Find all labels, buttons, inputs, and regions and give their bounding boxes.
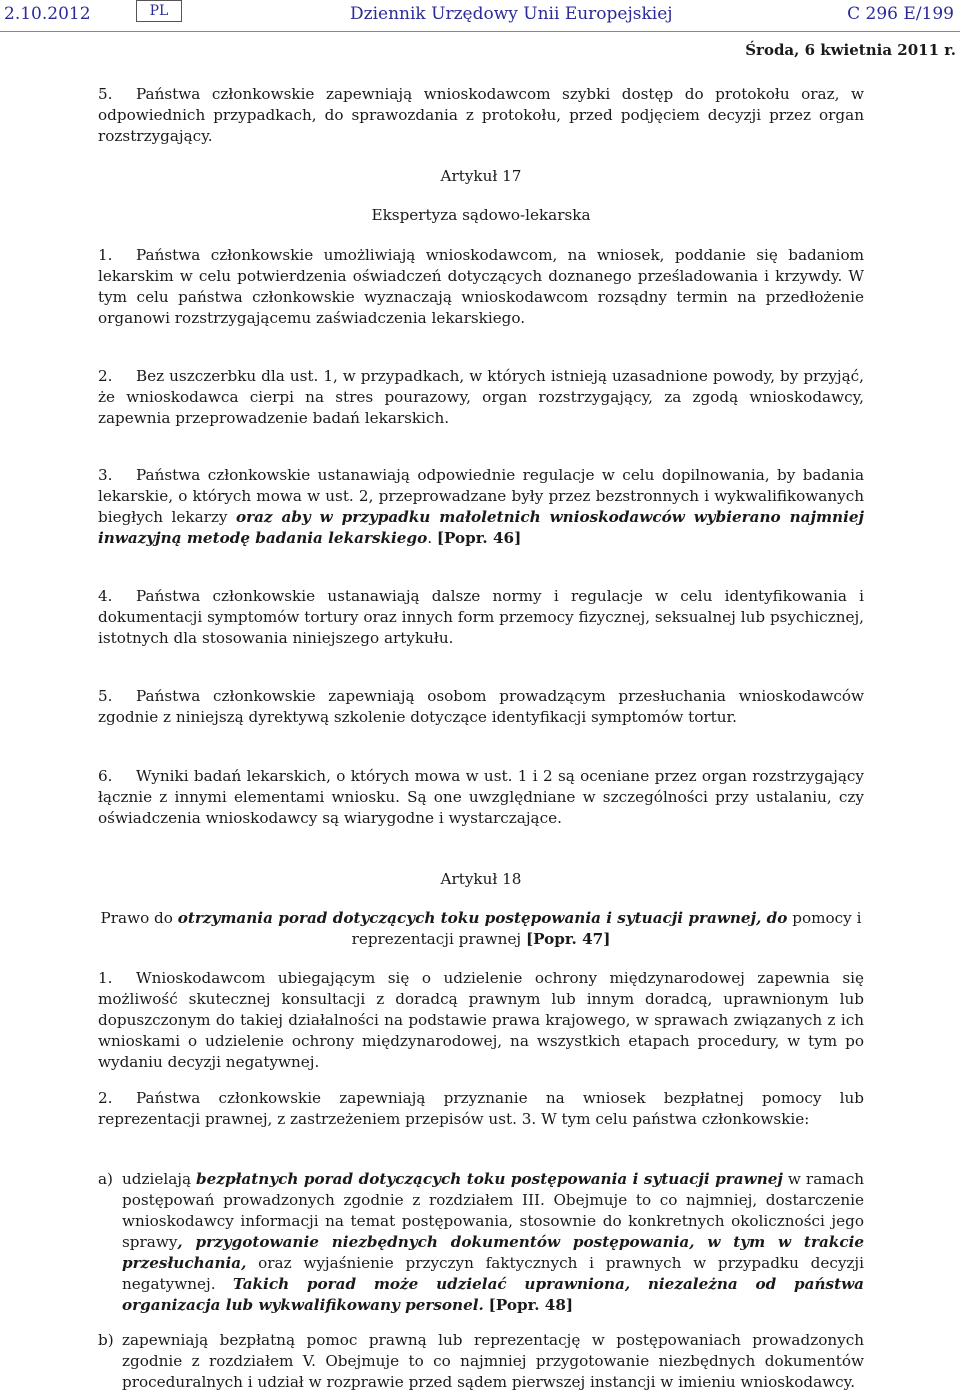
article-17-title: Artykuł 17 bbox=[440, 167, 522, 185]
article-18-subtitle: Prawo do otrzymania porad dotyczących toku postępowania i sytuacji prawnej, do pomocy i reprezentacji prawnej [Popr. 47] bbox=[100, 909, 862, 948]
article-18-para-1: 1. Wnioskodawcom ubiegającym się o udzielenie ochrony międzynarodowej zapewnia się możliwość skutecznej konsultacji z doradcą prawnym lub innym doradcą, uprawnionym lub dopuszczonym do takiej działalności na podstawie prawa krajowego, w sprawach związanych z ich wnioskami o udzielenie ochrony międzynarodowej, na wszystkich etapach procedury, w tym po wydaniu decyzji negatywnej. bbox=[98, 969, 864, 1071]
language-badge: PL bbox=[136, 0, 182, 22]
article-18-para-2: 2. Państwa członkowskie zapewniają przyznanie na wniosek bezpłatnej pomocy lub reprezentacji prawnej, z zastrzeżeniem przepisów ust. 3. W tym celu państwa członkowskie: bbox=[98, 1089, 864, 1128]
article-18-title: Artykuł 18 bbox=[440, 870, 522, 888]
publication-date: 2.10.2012 bbox=[4, 4, 91, 24]
session-date: Środa, 6 kwietnia 2011 r. bbox=[745, 41, 956, 59]
article-17-para-5: 5. Państwa członkowskie zapewniają osobom prowadzącym przesłuchania wnioskodawców zgodnie z niniejszą dyrektywą szkolenie dotyczące identyfikacji symptomów tortur. bbox=[98, 687, 864, 726]
article-18-item-b: b) zapewniają bezpłatną pomoc prawną lub reprezentację w postępowaniach prowadzonych zgodnie z rozdziałem V. Obejmuje to co najmniej przygotowanie niezbędnych dokumentów proceduralnych i udział w rozprawie przed sądem pierwszej instancji w imieniu wnioskodawcy. bbox=[98, 1331, 864, 1391]
article-17-subtitle: Ekspertyza sądowo-lekarska bbox=[371, 206, 591, 224]
article-17-para-2: 2. Bez uszczerbku dla ust. 1, w przypadkach, w których istnieją uzasadnione powody, by przyjąć, że wnioskodawca cierpi na stres pourazowy, organ rozstrzygający, za zgodą wnioskodawcy, zapewnia przeprowadzenie badań lekarskich. bbox=[98, 367, 864, 427]
journal-reference: C 296 E/199 bbox=[847, 4, 954, 24]
header-divider bbox=[0, 31, 960, 32]
paragraph-5-previous: 5. Państwa członkowskie zapewniają wnioskodawcom szybki dostęp do protokołu oraz, w odpowiednich przypadkach, do sprawozdania z protokołu, przed podjęciem decyzji przez organ rozstrzygający. bbox=[98, 85, 864, 145]
article-17-para-3: 3. Państwa członkowskie ustanawiają odpowiednie regulacje w celu dopilnowania, by badania lekarskie, o których mowa w ust. 2, przeprowadzane były przez bezstronnych i wykwalifikowanych biegłych lekarzy oraz aby w przypadku małoletnich wnioskodawców wybierano najmniej inwazyjną metodę badania lekarskiego. [Popr. 46] bbox=[98, 466, 865, 547]
journal-title: Dziennik Urzędowy Unii Europejskiej bbox=[350, 4, 673, 24]
article-17-para-6: 6. Wyniki badań lekarskich, o których mowa w ust. 1 i 2 są oceniane przez organ rozstrzygający łącznie z innymi elementami wniosku. Są one uwzględniane w szczególności przy ustalaniu, czy oświadczenia wnioskodawcy są wiarygodne i wystarczające. bbox=[98, 767, 864, 827]
article-17-para-4: 4. Państwa członkowskie ustanawiają dalsze normy i regulacje w celu identyfikowania i dokumentacji symptomów tortury oraz innych form przemocy fizycznej, seksualnej lub psychicznej, istotnych dla stosowania niniejszego artykułu. bbox=[98, 587, 864, 647]
article-17-para-1: 1. Państwa członkowskie umożliwiają wnioskodawcom, na wniosek, poddanie się badaniom lekarskim w celu potwierdzenia oświadczeń dotyczących doznanego prześladowania i krzywdy. W tym celu państwa członkowskie wyznaczają wnioskodawcom rozsądny termin na przedłożenie organowi rozstrzygającemu zaświadczenia lekarskiego. bbox=[98, 246, 864, 327]
article-18-item-a: a) udzielają bezpłatnych porad dotyczących toku postępowania i sytuacji prawnej w ramach postępowań prowadzonych zgodnie z rozdziałem III. Obejmuje to co najmniej, dostarczenie wnioskodawcy informacji na temat postępowania, stosownie do konkretnych okoliczności jego sprawy, przygotowanie niezbędnych dokumentów postępowania, w tym w trakcie przesłuchania, oraz wyjaśnienie przyczyn faktycznych i prawnych w przypadku decyzji negatywnej. Takich porad może udzielać uprawniona, niezależna od państwa organizacja lub wykwalifikowany personel. [Popr. 48] bbox=[98, 1170, 864, 1314]
page-header bbox=[0, 0, 960, 34]
